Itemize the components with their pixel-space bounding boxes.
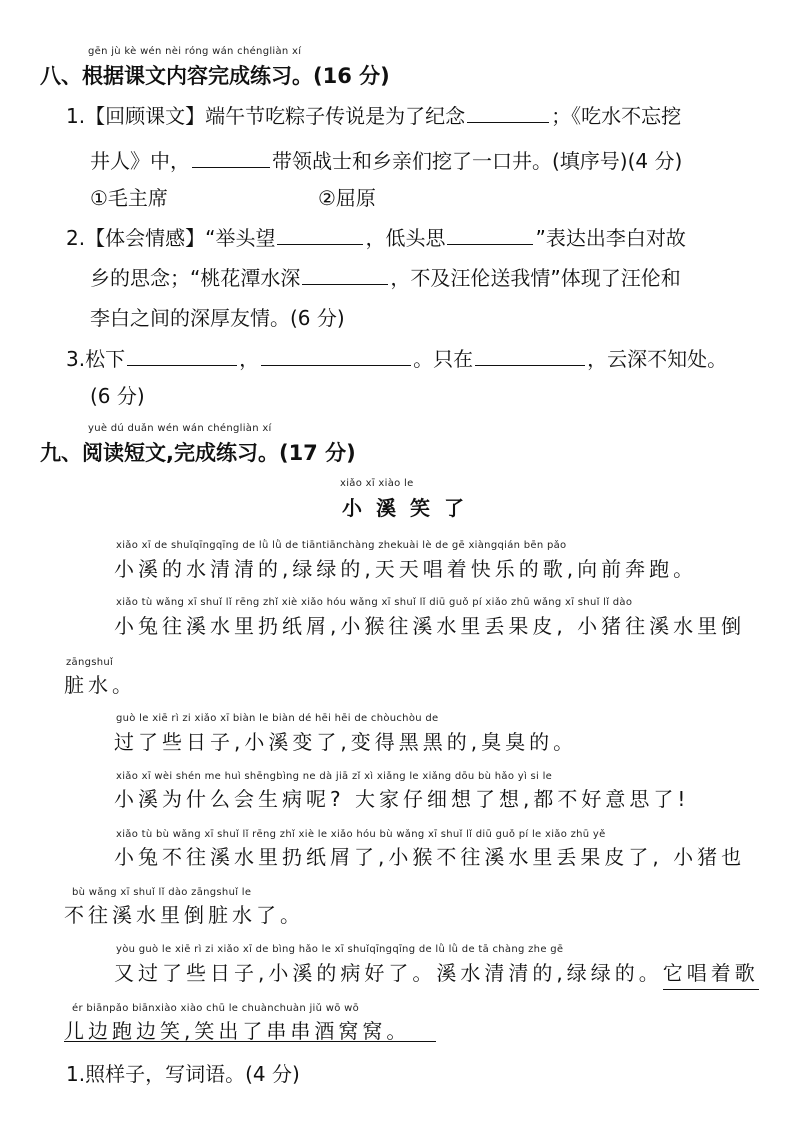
- q1-option-2: ②屈原: [318, 186, 376, 210]
- section8-title: 八、根据课文内容完成练习。(16 分): [40, 64, 390, 88]
- para4-text: 小溪为什么会生病呢? 大家仔细想了想,都不好意思了!: [114, 787, 690, 811]
- exercise-1: 1.照样子，写词语。(4 分): [66, 1062, 300, 1086]
- q1-option-1: ①毛主席: [90, 186, 168, 210]
- q2-blank-3[interactable]: [302, 264, 388, 285]
- para6b-underline: [64, 1041, 436, 1042]
- q2-text-a: 2.【体会情感】“举头望: [66, 226, 276, 250]
- q2-text-c: ”表达出李白对故: [535, 226, 686, 250]
- para3-pinyin: guò le xiē rì zi xiǎo xī biàn le biàn dé hēi hēi de chòuchòu de: [116, 713, 439, 724]
- q1-text-d: 带领战士和乡亲们挖了一口井。(填序号)(4 分): [272, 149, 683, 173]
- story-title-pinyin: xiǎo xī xiào le: [340, 478, 414, 489]
- q3-text-d: ，云深不知处。: [587, 347, 728, 371]
- q3-text-b: ，: [239, 347, 260, 371]
- para5b-text: 不往溪水里倒脏水了。: [64, 903, 304, 927]
- para3-text: 过了些日子,小溪变了,变得黑黑的,臭臭的。: [114, 730, 578, 754]
- q2-blank-1[interactable]: [277, 224, 363, 245]
- q2-text-e: ，不及汪伦送我情”体现了汪伦和: [390, 266, 681, 290]
- q2-blank-2[interactable]: [447, 224, 533, 245]
- para6-text-a: 又过了些日子,小溪的病好了。溪水清清的,绿绿的。: [114, 961, 663, 985]
- para6b-pinyin: ér biānpǎo biānxiào xiào chū le chuànchuàn jiǔ wō wō: [72, 1003, 360, 1014]
- para2-pinyin: xiǎo tù wǎng xī shuǐ lǐ rēng zhǐ xiè xiǎo hóu wǎng xī shuǐ lǐ diū guǒ pí xiǎo zhū wǎng xī shuǐ lǐ dào: [116, 597, 633, 608]
- para1-pinyin: xiǎo xī de shuǐqīngqīng de lǜ lǜ de tiāntiānchàng zhekuài lè de gē xiàngqián bēn pǎo: [116, 540, 567, 551]
- para2b-pinyin: zāngshuǐ: [66, 657, 114, 668]
- q2-line1: [66, 222, 686, 251]
- q3-blank-3[interactable]: [475, 345, 585, 366]
- para2b-text: 脏水。: [64, 673, 136, 697]
- q1-blank-2[interactable]: [192, 147, 270, 168]
- section8-pinyin: gēn jù kè wén nèi róng wán chéngliàn xí: [88, 46, 302, 57]
- story-title: 小溪笑了: [342, 496, 478, 520]
- para4-pinyin: xiǎo xī wèi shén me huì shēngbìng ne dà jiā zǐ xì xiǎng le xiǎng dōu bù hǎo yì si le: [116, 771, 553, 782]
- q2-line2: [90, 262, 681, 291]
- para2-text: 小兔往溪水里扔纸屑,小猴往溪水里丢果皮, 小猪往溪水里倒: [114, 614, 746, 638]
- para5b-pinyin: bù wǎng xī shuǐ lǐ dào zāngshuǐ le: [72, 887, 252, 898]
- q1-text-b: ；《吃水不忘挖: [551, 104, 682, 128]
- q3-blank-1[interactable]: [127, 345, 237, 366]
- para6b-text: 儿边跑边笑,笑出了串串酒窝窝。: [64, 1019, 411, 1043]
- q3-line1: [66, 343, 727, 372]
- section9-pinyin: yuè dú duǎn wén wán chéngliàn xí: [88, 423, 272, 434]
- para6-text: [114, 957, 759, 986]
- q3-blank-2[interactable]: [261, 345, 411, 366]
- q1-text-a: 1.【回顾课文】端午节吃粽子传说是为了纪念: [66, 104, 466, 128]
- q2-text-b: ，低头思: [365, 226, 446, 250]
- q1-blank-1[interactable]: [467, 102, 549, 123]
- para1-text: 小溪的水清清的,绿绿的,天天唱着快乐的歌,向前奔跑。: [114, 557, 698, 581]
- para6-underlined: 它唱着歌: [663, 961, 759, 990]
- section9-title: 九、阅读短文,完成练习。(17 分): [40, 441, 356, 465]
- q2-text-d: 乡的思念；“桃花潭水深: [90, 266, 301, 290]
- q1-line2: [90, 145, 682, 174]
- q3-text-c: 。只在: [413, 347, 474, 371]
- q1-line1: [66, 100, 681, 129]
- para6-pinyin: yòu guò le xiē rì zi xiǎo xī de bìng hǎo le xī shuǐqīngqīng de lǜ lǜ de tā chàng zhe gē: [116, 944, 564, 955]
- para5-pinyin: xiǎo tù bù wǎng xī shuǐ lǐ rēng zhǐ xiè le xiǎo hóu bù wǎng xī shuǐ lǐ diū guǒ pí le xiǎo zhū yě: [116, 829, 606, 840]
- q3-text-a: 3.松下: [66, 347, 126, 371]
- q3-score: (6 分): [90, 384, 145, 408]
- para5-text: 小兔不往溪水里扔纸屑了,小猴不往溪水里丢果皮了, 小猪也: [114, 845, 746, 869]
- q1-text-c: 井人》中，: [90, 149, 190, 173]
- q2-line3: 李白之间的深厚友情。(6 分): [90, 306, 345, 330]
